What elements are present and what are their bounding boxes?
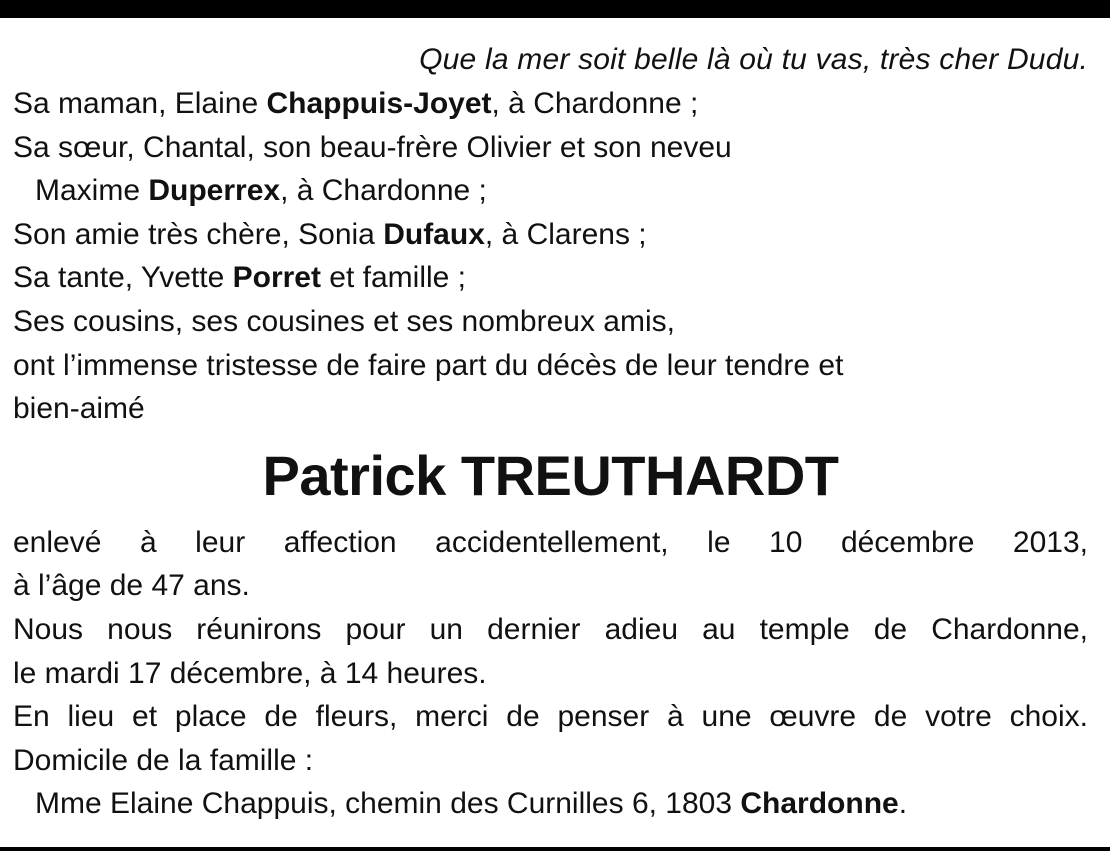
family-line-friend <box>13 213 1088 257</box>
text: Sa tante, Yvette <box>13 261 233 295</box>
text: , à Chardonne ; <box>491 87 699 120</box>
epigraph: Que la mer soit belle là où tu vas, très cher Dudu. <box>419 43 1088 76</box>
announcement-line: ont l’immense tristesse de faire part du décès de leur tendre et <box>13 348 844 382</box>
text: Maxime <box>35 174 149 208</box>
text: Mme Elaine Chappuis, chemin des Curnilles 6, 1803 <box>35 787 741 821</box>
family-line-aunt <box>13 256 1088 300</box>
detail-line-age: à l’âge de 47 ans. <box>13 569 250 603</box>
detail-line-service-date: le mardi 17 décembre, à 14 heures. <box>13 656 487 690</box>
detail-line-death: enlevé à leur affection accidentellement, le 10 décembre 2013, <box>13 525 1088 559</box>
surname: Chappuis-Joyet <box>266 87 492 120</box>
death-notice <box>13 38 1088 826</box>
detail-line-domicile-label: Domicile de la famille : <box>13 743 314 777</box>
family-line-sister: Sa sœur, Chantal, son beau-frère Olivier et son neveu <box>13 130 732 164</box>
text: . <box>898 787 908 821</box>
family-line-cousins: Ses cousins, ses cousines et ses nombreux amis, <box>13 304 675 338</box>
text: , à Clarens ; <box>484 217 647 251</box>
family-line-mother <box>13 82 1088 126</box>
announcement-line-end: bien-aimé <box>13 392 145 426</box>
town: Chardonne <box>740 787 899 821</box>
text: Sa maman, Elaine <box>13 87 267 120</box>
detail-line-flowers: En lieu et place de fleurs, merci de penser à une œuvre de votre choix. <box>13 700 1088 734</box>
top-border-rule <box>0 0 1110 18</box>
surname: Duperrex <box>148 174 281 208</box>
detail-line-service: Nous nous réunirons pour un dernier adieu au temple de Chardonne, <box>13 612 1088 646</box>
family-line-nephew <box>13 169 1088 213</box>
detail-line-address <box>13 782 1088 826</box>
text: et famille ; <box>320 261 467 295</box>
text: , à Chardonne ; <box>280 174 487 208</box>
surname: Porret <box>232 261 321 295</box>
bottom-border-rule <box>0 847 1110 851</box>
deceased-name: Patrick TREUTHARDT <box>262 443 839 507</box>
surname: Dufaux <box>383 217 485 251</box>
text: Son amie très chère, Sonia <box>13 217 384 251</box>
